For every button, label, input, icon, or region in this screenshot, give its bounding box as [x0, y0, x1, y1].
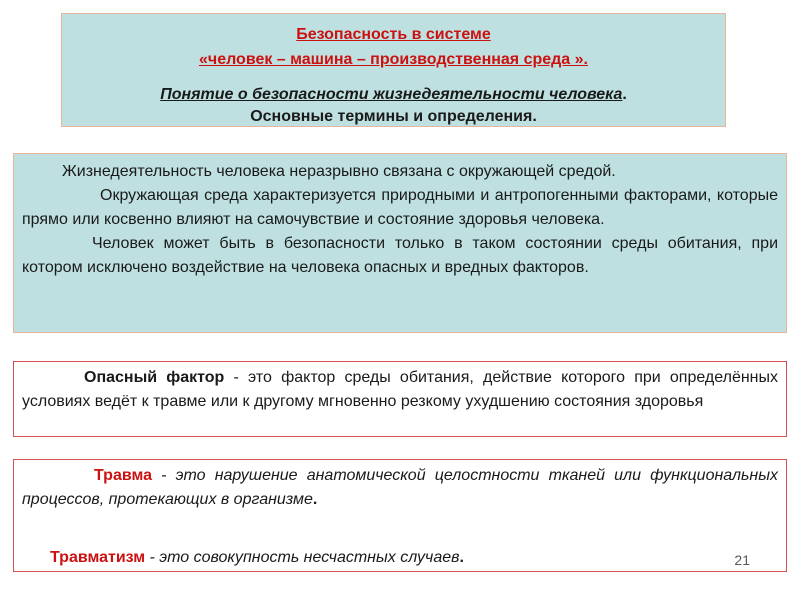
- trauma-box: [13, 459, 787, 572]
- trauma-definition-text: - это нарушение анатомической целостности тканей или функциональных процессов, протекающих в организме: [22, 467, 778, 508]
- hazard-term: Опасный фактор: [84, 369, 225, 386]
- title-box: [61, 13, 726, 127]
- hazard-definition: [22, 366, 778, 414]
- title-line-1: Безопасность в системе: [296, 26, 491, 43]
- traumatism-definition-text: - это совокупность несчастных случаев: [145, 549, 460, 566]
- page-number: 21: [734, 552, 750, 568]
- intro-box: [13, 153, 787, 333]
- subtitle-concept: Понятие о безопасности жизнедеятельности человека.: [160, 86, 627, 103]
- hazard-definition-text: - это фактор среды обитания, действие которого при определённых условиях ведёт к травме или к другому мгновенно резкому ухудшению состояния здоровья: [22, 369, 779, 410]
- trauma-term: Травма: [94, 467, 152, 484]
- traumatism-definition: Травматизм - это совокупность несчастных случаев.: [50, 549, 464, 566]
- intro-paragraph-3: Человек может быть в безопасности только в таком состоянии среды обитания, при котором исключено воздействие на человека опасных и вредных факторов.: [22, 235, 778, 276]
- hazard-factor-box: [13, 361, 787, 437]
- title-line-2: «человек – машина – производственная среда ».: [199, 51, 588, 68]
- trauma-definition: Травма - это нарушение анатомической целостности тканей или функциональных процессов, протекающих в организме.: [22, 467, 778, 508]
- intro-paragraph-1: Жизнедеятельность человека неразрывно связана с окружающей средой.: [62, 163, 616, 180]
- intro-paragraph-2: Окружающая среда характеризуется природными и антропогенными факторами, которые прямо или косвенно влияют на самочувствие и состояние здоровья человека.: [22, 187, 778, 228]
- subtitle-terms: Основные термины и определения.: [250, 108, 537, 125]
- traumatism-term: Травматизм: [50, 549, 146, 566]
